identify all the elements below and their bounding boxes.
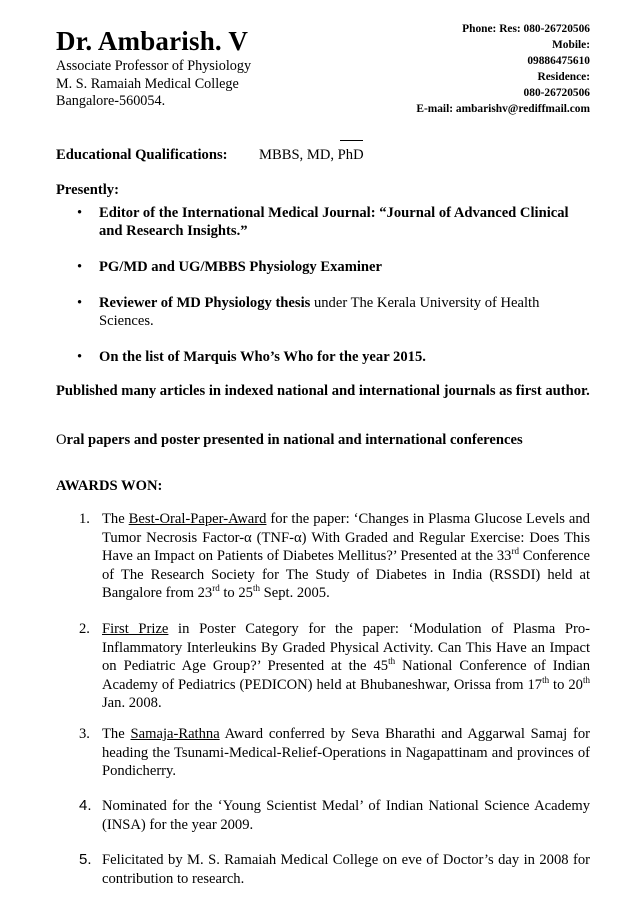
award-number: 2.	[79, 621, 90, 637]
contact-mobile-number: 09886475610	[527, 54, 590, 67]
education-label: Educational Qualifications:	[56, 147, 228, 163]
award-item: 2. First Prize in Poster Category for the paper: ‘Modulation of Plasma Pro-Inflammatory Interleukins By Graded Physical Activity. Can This Have an Impact on Pediatric Age Group?’ Presented at the 45th National Conference of Indian Academy of Pediatrics (PEDICON) held at Bhubaneshwar, Orissa from 17th to 20th Jan. 2008.	[79, 621, 590, 711]
bullet-icon: •	[77, 349, 83, 365]
presently-item-rest: under The Kerala University of Health Sciences.	[99, 295, 540, 330]
oral-rest: ral papers and poster presented in national and international conferences	[66, 432, 523, 448]
award-item: 3. The Samaja-Rathna Award conferred by Seva Bharathi and Aggarwal Samaj for heading the Tsunami-Medical-Relief-Operations in Nagapattinam and provinces of Pondicherry.	[79, 726, 590, 779]
award-number: 5.	[79, 851, 92, 868]
presently-item	[77, 348, 592, 366]
affiliation-city: Bangalore-560054.	[56, 93, 166, 109]
award-item	[79, 851, 590, 888]
award-number: 4.	[79, 797, 92, 814]
presently-item-bold: On the list of Marquis Who’s Who for the year 2015.	[99, 349, 426, 365]
award-item	[79, 797, 590, 834]
published-statement: Published many articles in indexed national and international journals as first author.	[56, 383, 590, 399]
contact-residence-number: 080-26720506	[523, 86, 590, 99]
presently-item	[77, 294, 592, 330]
bullet-icon: •	[77, 205, 83, 221]
contact-mobile-label: Mobile:	[552, 38, 590, 51]
presently-item	[77, 258, 592, 276]
presently-item	[77, 204, 592, 240]
contact-email: E-mail: ambarishv@rediffmail.com	[416, 102, 590, 115]
presently-item-bold: Editor of the International Medical Journal: “Journal of Advanced Clinical and Research Insights.”	[99, 205, 569, 240]
oral-papers-statement	[56, 432, 523, 449]
award-item: 1. The Best-Oral-Paper-Award for the paper: ‘Changes in Plasma Glucose Levels and Tumor Necrosis Factor-α (TNF-α) With Graded and Regular Exercise: Does This Have an Impact on Patients of Diabetes Mellitus?’ Presented at the 33rd Conference of The Research Society for The Study of Diabetes in India (RSSDI) held at Bangalore from 23rd to 25th Sept. 2005.	[79, 511, 591, 601]
presently-item-bold: Reviewer of MD Physiology thesis	[99, 295, 311, 311]
contact-phone-res: Phone: Res: 080-26720506	[462, 23, 590, 35]
contact-block	[416, 22, 590, 117]
award-number: 3.	[79, 726, 90, 742]
award-number: 1.	[79, 511, 90, 527]
oral-first-letter: O	[56, 432, 67, 448]
awards-heading: AWARDS WON:	[56, 478, 163, 494]
award-text: Felicitated by M. S. Ramaiah Medical College on eve of Doctor’s day in 2008 for contribution to research.	[102, 852, 590, 887]
presently-heading: Presently:	[56, 182, 119, 198]
award-title: Samaja-Rathna	[130, 726, 220, 742]
affiliation-title: Associate Professor of Physiology	[56, 58, 252, 74]
affiliation-college: M. S. Ramaiah Medical College	[56, 75, 239, 92]
person-name: Dr. Ambarish. V	[56, 26, 249, 56]
award-text: Nominated for the ‘Young Scientist Medal’ of Indian National Science Academy (INSA) for the year 2009.	[102, 798, 590, 833]
bullet-icon: •	[77, 259, 83, 275]
presently-item-bold: PG/MD and UG/MBBS Physiology Examiner	[99, 259, 382, 275]
award-title: Best-Oral-Paper-Award	[128, 511, 267, 527]
bullet-icon: •	[77, 295, 83, 311]
phd-overline	[340, 140, 363, 141]
affiliation	[56, 58, 251, 111]
contact-residence-label: Residence:	[537, 70, 590, 83]
education-row	[56, 147, 364, 164]
award-title: First Prize	[102, 621, 169, 637]
education-value: MBBS, MD, PhD	[259, 147, 364, 163]
